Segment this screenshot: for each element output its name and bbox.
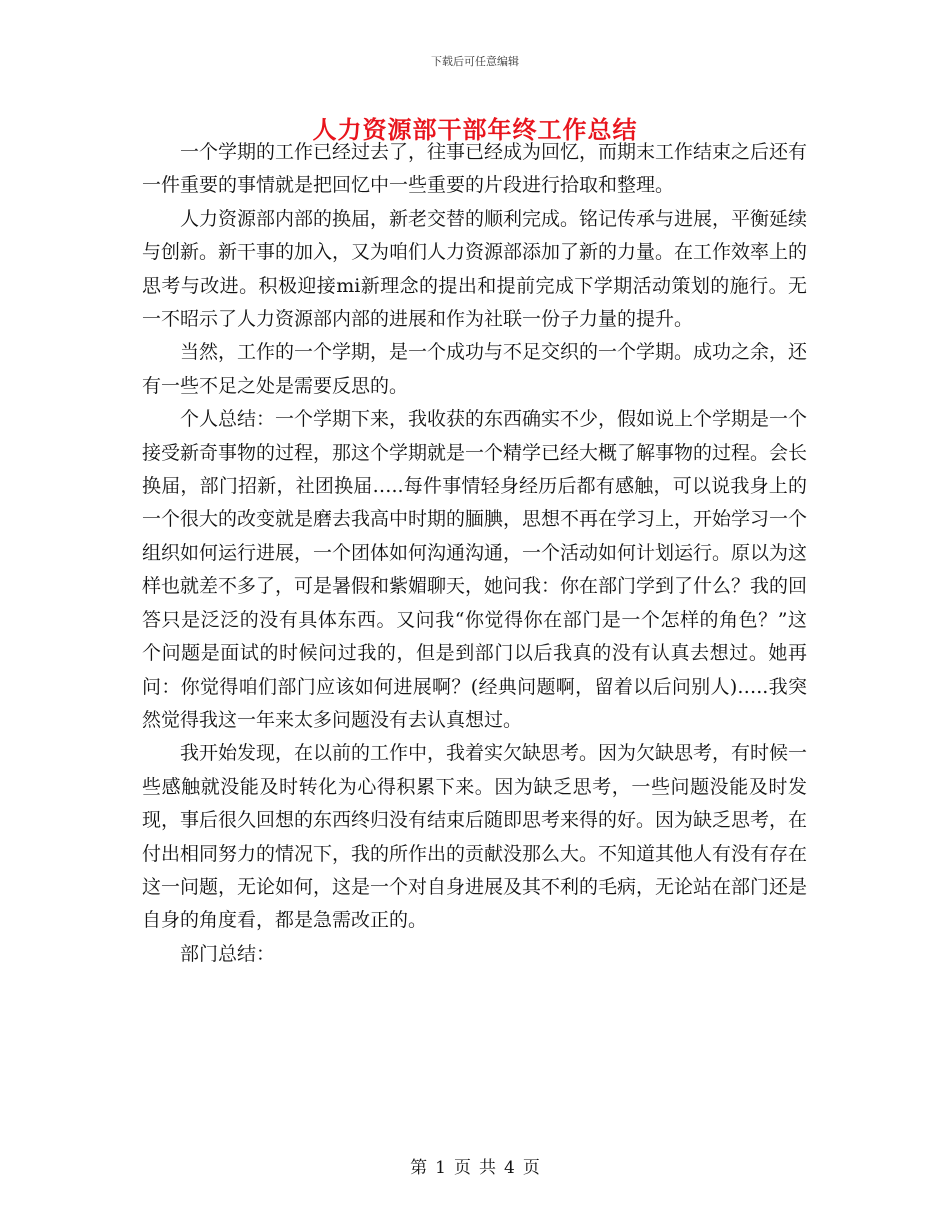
paragraph-reflection: 当然，工作的一个学期，是一个成功与不足交织的一个学期。成功之余，还有一些不足之处是需要反思的。 xyxy=(142,341,808,397)
paragraph-personal-summary: 个人总结：一个学期下来，我收获的东西确实不少，假如说上个学期是一个接受新奇事物的过程，那这个学期就是一个精学已经大概了解事物的过程。会长换届，部门招新，社团换届…..每件事情轻身经历后都有感触，可以说我身上的一个很大的改变就是磨去我高中时期的腼腆，思想不再在学习上，开始学习一个组织如何运行进展，一个团体如何沟通沟通，一个活动如何计划运行。原以为这样也就差不多了，可是暑假和紫媚聊天，她问我：你在部门学到了什么？我的回答只是泛泛的没有具体东西。又问我“你觉得你在部门是一个怎样的角色？”这个问题是面试的时候问过我的，但是到部门以后我真的没有认真去想过。她再问：你觉得咱们部门应该如何进展啊？(经典问题啊，留着以后问别人)…..我突然觉得我这一年来太多问题没有去认真想过。 xyxy=(142,408,808,731)
page-footer xyxy=(0,1153,950,1178)
paragraph-department-handover: 人力资源部内部的换届，新老交替的顺利完成。铭记传承与进展，平衡延续与创新。新干事的加入，又为咱们人力资源部添加了新的力量。在工作效率上的思考与改进。积极迎接mi新理念的提出和提前完成下学期活动策划的施行。无一不昭示了人力资源部内部的进展和作为社联一份子力量的提升。 xyxy=(142,207,808,331)
footer-current-page: 1 xyxy=(435,1158,446,1178)
footer-prefix: 第 xyxy=(410,1158,428,1178)
paragraph-lack-of-thinking: 我开始发现，在以前的工作中，我着实欠缺思考。因为欠缺思考，有时候一些感触就没能及时转化为心得积累下来。因为缺乏思考，一些问题没能及时发现，事后很久回想的东西终归没有结束后随即思考来得的好。因为缺乏思考，在付出相同努力的情况下，我的所作出的贡献没那么大。不知道其他人有没有存在这一问题，无论如何，这是一个对自身进展及其不利的毛病，无论站在部门还是自身的角度看，都是急需改正的。 xyxy=(142,742,808,932)
footer-total-prefix: 共 xyxy=(479,1158,496,1178)
footer-mid: 页 xyxy=(454,1158,471,1178)
paragraph-department-summary-heading: 部门总结： xyxy=(180,942,276,965)
footer-total-pages: 4 xyxy=(504,1158,515,1178)
header-note: 下载后可任意编辑 xyxy=(431,55,519,68)
document-body xyxy=(142,136,807,971)
paragraph-intro: 一个学期的工作已经过去了，往事已经成为回忆，而期末工作结束之后还有一件重要的事情就是把回忆中一些重要的片段进行拾取和整理。 xyxy=(142,141,808,197)
document-title: 人力资源部干部年终工作总结 xyxy=(312,116,638,144)
footer-suffix: 页 xyxy=(522,1158,540,1178)
